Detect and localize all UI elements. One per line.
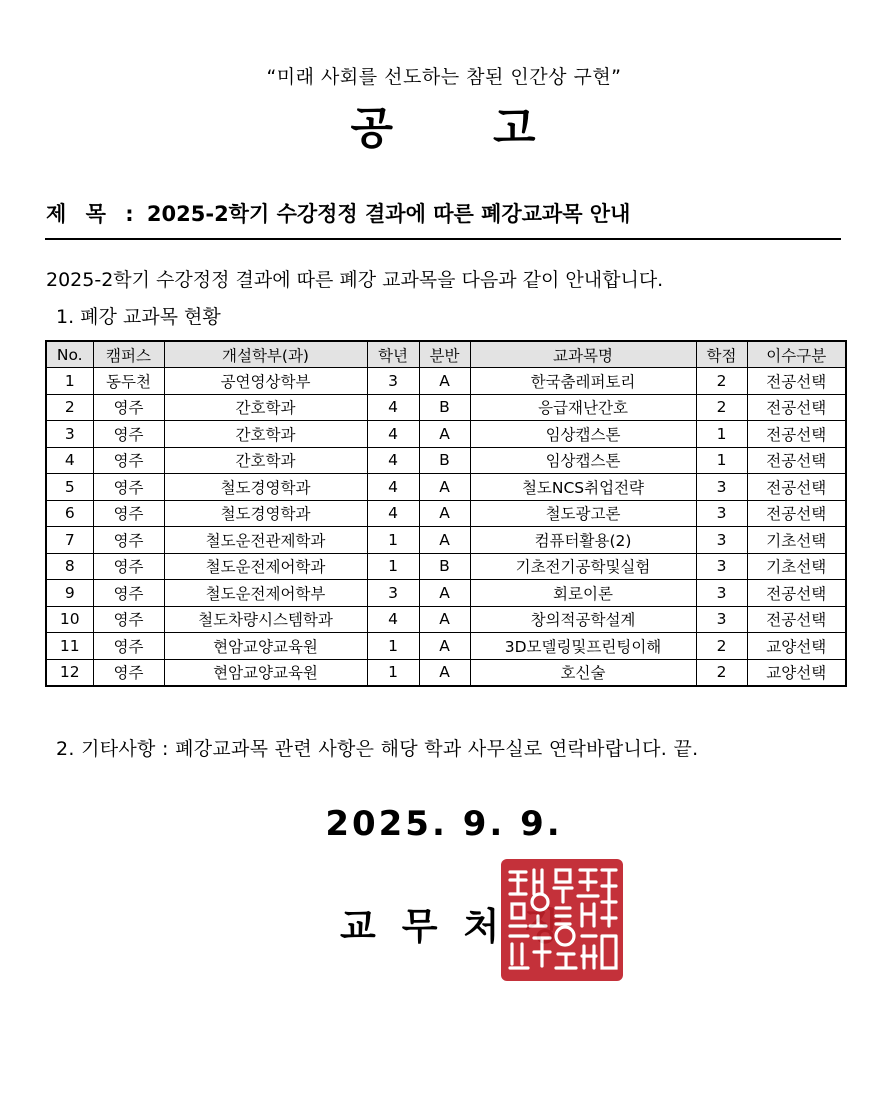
table-cell: 철도NCS취업전략 xyxy=(470,474,696,501)
table-row xyxy=(46,633,846,660)
table-cell: 전공선택 xyxy=(747,580,846,607)
table-cell: 교양선택 xyxy=(747,633,846,660)
table-cell: 11 xyxy=(46,633,93,660)
issuer-char: 무 xyxy=(401,905,438,948)
table-body xyxy=(46,368,846,687)
table-row xyxy=(46,527,846,554)
column-header: 학점 xyxy=(696,341,747,368)
table-cell: 3 xyxy=(696,553,747,580)
table-cell: 3 xyxy=(696,500,747,527)
table-cell: A xyxy=(419,474,470,501)
table-cell: 전공선택 xyxy=(747,421,846,448)
column-header: 분반 xyxy=(419,341,470,368)
motto: “미래 사회를 선도하는 참된 인간상 구현” xyxy=(266,66,622,88)
table-cell: 영주 xyxy=(93,633,164,660)
notice-heading xyxy=(0,92,888,156)
table-cell: 영주 xyxy=(93,421,164,448)
table-cell: 5 xyxy=(46,474,93,501)
table-cell: 영주 xyxy=(93,447,164,474)
heading-char: 공 xyxy=(350,103,395,154)
table-cell: A xyxy=(419,606,470,633)
table-row xyxy=(46,606,846,633)
table-cell: B xyxy=(419,553,470,580)
table-cell: 2 xyxy=(696,368,747,395)
table-cell: 철도경영학과 xyxy=(164,500,367,527)
table-cell: 2 xyxy=(696,659,747,686)
table-cell: 6 xyxy=(46,500,93,527)
section-1-title: 1. 폐강 교과목 현황 xyxy=(56,306,221,328)
table-cell: 기초전기공학및실험 xyxy=(470,553,696,580)
table-cell: 철도운전제어학부 xyxy=(164,580,367,607)
table-cell: 4 xyxy=(367,500,419,527)
table-cell: 영주 xyxy=(93,553,164,580)
table-cell: 2 xyxy=(46,394,93,421)
column-header: 학년 xyxy=(367,341,419,368)
table-cell: 3 xyxy=(696,527,747,554)
table-cell: 임상캡스톤 xyxy=(470,421,696,448)
table-cell: 1 xyxy=(696,421,747,448)
column-header: 이수구분 xyxy=(747,341,846,368)
subject-divider xyxy=(45,238,841,240)
table-cell: 1 xyxy=(367,553,419,580)
issuer-char: 처 xyxy=(463,905,500,948)
issuer-char: 교 xyxy=(340,905,376,948)
table-cell: 철도경영학과 xyxy=(164,474,367,501)
table-cell: 동두천 xyxy=(93,368,164,395)
table-row xyxy=(46,474,846,501)
table-cell: 응급재난간호 xyxy=(470,394,696,421)
table-cell: 4 xyxy=(367,447,419,474)
table-cell: 임상캡스톤 xyxy=(470,447,696,474)
table-cell: A xyxy=(419,421,470,448)
table-cell: 간호학과 xyxy=(164,421,367,448)
table-cell: B xyxy=(419,394,470,421)
table-cell: 3D모델링및프린팅이해 xyxy=(470,633,696,660)
table-cell: 철도운전관제학과 xyxy=(164,527,367,554)
table-cell: 창의적공학설계 xyxy=(470,606,696,633)
table-cell: 간호학과 xyxy=(164,447,367,474)
table-cell: 1 xyxy=(367,527,419,554)
table-cell: 9 xyxy=(46,580,93,607)
table-cell: 1 xyxy=(367,633,419,660)
table-cell: A xyxy=(419,527,470,554)
table-cell: 전공선택 xyxy=(747,368,846,395)
table-row xyxy=(46,447,846,474)
table-cell: 10 xyxy=(46,606,93,633)
column-header: 교과목명 xyxy=(470,341,696,368)
table-cell: 3 xyxy=(696,474,747,501)
table-cell: 교양선택 xyxy=(747,659,846,686)
table-cell: 전공선택 xyxy=(747,447,846,474)
table-cell: 영주 xyxy=(93,580,164,607)
table-cell: 전공선택 xyxy=(747,394,846,421)
table-row xyxy=(46,421,846,448)
table-cell: 철도차량시스템학과 xyxy=(164,606,367,633)
heading-char: 고 xyxy=(493,103,538,154)
table-cell: 1 xyxy=(696,447,747,474)
table-header-row xyxy=(46,341,846,368)
table-row xyxy=(46,368,846,395)
table-row xyxy=(46,553,846,580)
subject-text: 2025-2학기 수강정정 결과에 따른 폐강교과목 안내 xyxy=(146,202,631,226)
table-cell: 8 xyxy=(46,553,93,580)
notice-date: 2025. 9. 9. xyxy=(325,804,563,844)
table-cell: 철도운전제어학과 xyxy=(164,553,367,580)
table-cell: 전공선택 xyxy=(747,500,846,527)
column-header: No. xyxy=(46,341,93,368)
table-cell: 간호학과 xyxy=(164,394,367,421)
table-cell: 현암교양교육원 xyxy=(164,633,367,660)
table-cell: 4 xyxy=(367,606,419,633)
column-header: 개설학부(과) xyxy=(164,341,367,368)
table-row xyxy=(46,394,846,421)
column-header: 캠퍼스 xyxy=(93,341,164,368)
subject-line xyxy=(46,198,630,228)
table-cell: 3 xyxy=(696,580,747,607)
subject-label: 제 목 : xyxy=(46,202,140,226)
table-cell: B xyxy=(419,447,470,474)
table-cell: 1 xyxy=(46,368,93,395)
table-cell: 3 xyxy=(696,606,747,633)
table-cell: 7 xyxy=(46,527,93,554)
table-cell: 영주 xyxy=(93,606,164,633)
table-cell: 영주 xyxy=(93,474,164,501)
table-cell: 4 xyxy=(46,447,93,474)
table-cell: 공연영상학부 xyxy=(164,368,367,395)
table-cell: 컴퓨터활용(2) xyxy=(470,527,696,554)
table-cell: 4 xyxy=(367,394,419,421)
closed-courses-table xyxy=(45,340,847,687)
table-cell: 기초선택 xyxy=(747,553,846,580)
table-cell: 영주 xyxy=(93,394,164,421)
table-cell: 한국춤레퍼토리 xyxy=(470,368,696,395)
table-cell: 기초선택 xyxy=(747,527,846,554)
table-cell: A xyxy=(419,633,470,660)
table-cell: 2 xyxy=(696,394,747,421)
table-cell: 3 xyxy=(367,580,419,607)
table-cell: 영주 xyxy=(93,500,164,527)
table-cell: A xyxy=(419,368,470,395)
table-cell: 12 xyxy=(46,659,93,686)
table-cell: A xyxy=(419,500,470,527)
intro-text: 2025-2학기 수강정정 결과에 따른 폐강 교과목을 다음과 같이 안내합니다. xyxy=(46,269,664,291)
table-cell: 3 xyxy=(46,421,93,448)
table-cell: 전공선택 xyxy=(747,606,846,633)
table-cell: 회로이론 xyxy=(470,580,696,607)
table-cell: 전공선택 xyxy=(747,474,846,501)
table-cell: A xyxy=(419,580,470,607)
table-cell: 2 xyxy=(696,633,747,660)
table-cell: 영주 xyxy=(93,659,164,686)
table-cell: 호신술 xyxy=(470,659,696,686)
table-row xyxy=(46,659,846,686)
table-cell: 3 xyxy=(367,368,419,395)
table-cell: A xyxy=(419,659,470,686)
official-seal-stamp xyxy=(498,856,626,984)
table-cell: 4 xyxy=(367,421,419,448)
table-cell: 철도광고론 xyxy=(470,500,696,527)
table-cell: 1 xyxy=(367,659,419,686)
table-cell: 영주 xyxy=(93,527,164,554)
section-2-note: 2. 기타사항 : 폐강교과목 관련 사항은 해당 학과 사무실로 연락바랍니다. 끝. xyxy=(56,738,699,760)
table-cell: 현암교양교육원 xyxy=(164,659,367,686)
table-row xyxy=(46,580,846,607)
table-row xyxy=(46,500,846,527)
table-cell: 4 xyxy=(367,474,419,501)
